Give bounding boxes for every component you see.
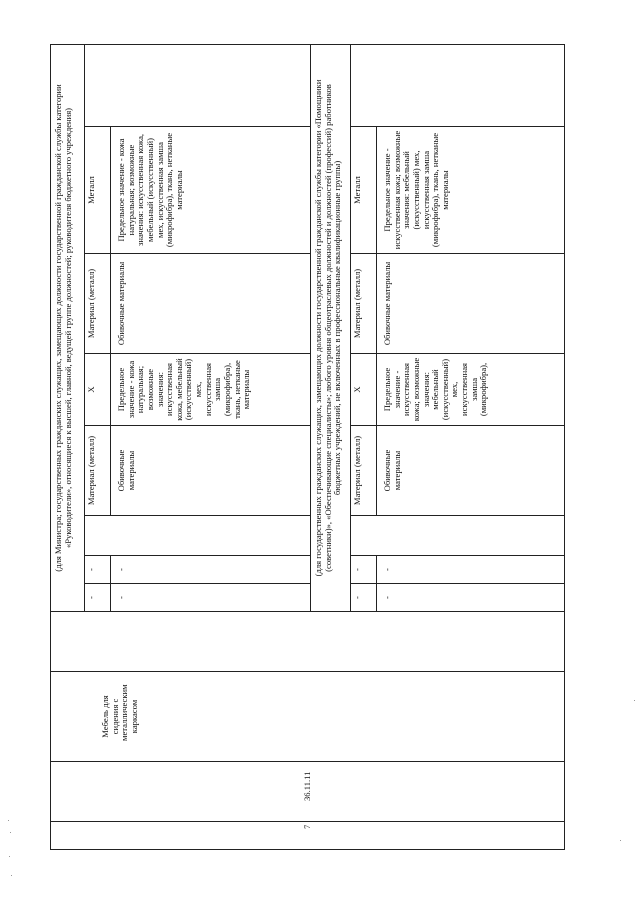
g2-dash-a: - [351,584,377,612]
item-name: Мебель для сидения с металлическим каркасом [100,684,139,741]
g1-empty-2 [85,44,311,126]
g2-limit-value: Предельное значение - искусственная кожа; возможные значения: мебельный (искусственный) мех, искусственная замша (микрофибра), [377,354,565,426]
g1-upholstery2: Обивочные материалы [111,254,311,354]
rotated-table-sheet [50,45,564,850]
g2-empty-2 [351,44,565,126]
scan-speck [9,856,10,857]
g2-x-label: Х [351,354,377,426]
scan-speck [11,875,12,876]
g2-upholstery: Обивочные материалы [377,426,565,516]
okpd-code: 36.11.11 [301,771,312,801]
g2-metal-label: Металл [351,127,377,254]
scan-speck [620,840,621,841]
row-number: 7 [301,824,312,829]
item-name-cell [51,672,565,762]
g2-upholstery2: Обивочные материалы [377,254,565,354]
g2-material-label: Материал (металл) [351,426,377,516]
furniture-requirements-table [50,44,565,850]
scan-speck [10,832,11,833]
g1-limit-value: Предельное значение - кожа натуральная; возможные значения: искусственная кожа, мебельный (искусственный) мех, искусственная замша (микрофибра), ткань, нетканые материалы [111,354,311,426]
group1-caption: (для Министра; государственных гражданских служащих, замещающих должности государственной гражданской службы категории «Руководители», относящиеся к высшей, главной, ведущей группе должностей; руководителя бюджетного учреждения) [51,44,85,611]
row-number-cell [51,822,565,850]
g1-empty-1 [85,516,311,556]
g2-material-label2: Материал (металл) [351,254,377,354]
code-cell [51,762,565,822]
g2-limit-value2: Предельное значение - искусственная кожа; возможные значения: мебельный (искусственный) мех, искусственная замша (микрофибра), ткань, нетканые материалы [377,127,565,254]
g1-dash-c: - [111,584,311,612]
g1-dash-a: - [85,584,111,612]
empty-cell [51,612,565,672]
g1-material-label2: Материал (металл) [85,254,111,354]
g1-material-label: Материал (металл) [85,426,111,516]
scan-speck [634,700,635,701]
g1-dash-d: - [111,556,311,584]
g1-metal-label: Металл [85,127,111,254]
g1-upholstery: Обивочные материалы [111,426,311,516]
g1-dash-b: - [85,556,111,584]
scan-speck [8,820,9,821]
g1-x-label: Х [85,354,111,426]
group2-caption: (для государственных гражданских служащих, замещающих должности государственной гражданской службы категории «Помощники (советники)», «Обеспечивающие специалисты»; любого уровня общеотраслевых должностей и должностей (профессий) работников бюджетных учреждений, не включенных в профессиональные квалификационные группы) [311,44,351,611]
g2-dash-d: - [377,556,565,584]
g2-dash-c: - [377,584,565,612]
g1-limit-value2: Предельное значение - кожа натуральная; возможные значения: искусственная кожа, мебельный (искусственный) мех, искусственная замша (микрофибра), ткань, нетканые материалы [111,127,311,254]
g2-empty-1 [351,516,565,556]
g2-dash-b: - [351,556,377,584]
group1-caption-row [51,44,85,849]
